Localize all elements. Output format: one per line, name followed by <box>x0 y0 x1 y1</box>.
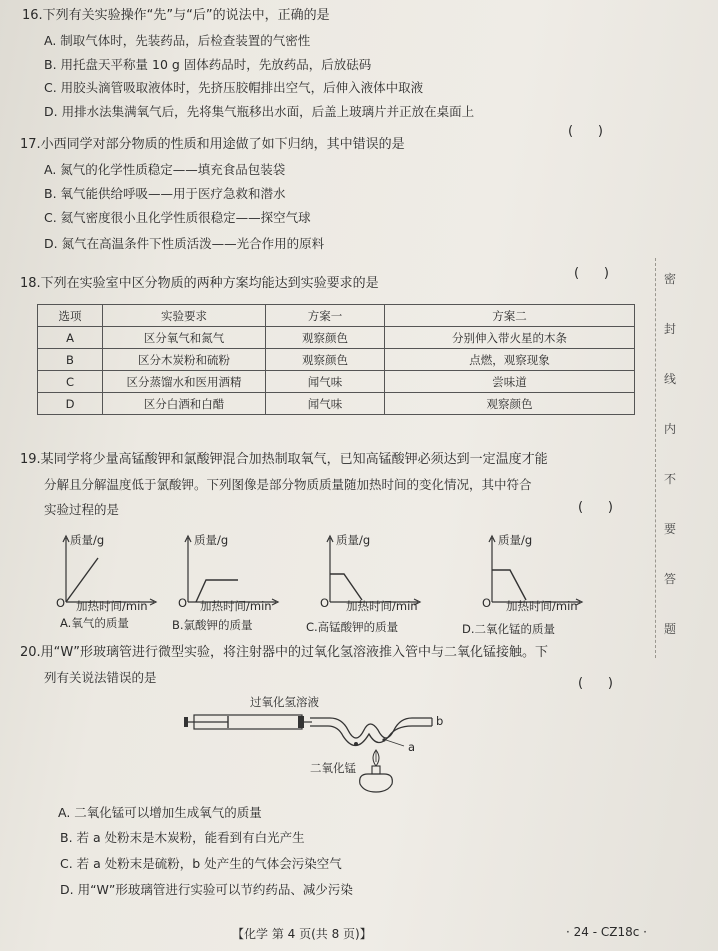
q16-option-b: B. 用托盘天平称量 10 g 固体药品时，先放药品，后放砝码 <box>44 57 372 72</box>
q16-option-a: A. 制取气体时，先装药品，后检查装置的气密性 <box>44 33 311 48</box>
table-cell: 区分白酒和白醋 <box>103 393 266 415</box>
page-footer-center: 【化学 第 4 页(共 8 页)】 <box>232 927 372 941</box>
strip-char: 封 <box>664 322 677 336</box>
page-footer-code: · 24 - CZ18c · <box>566 925 647 939</box>
table-header: 方案一 <box>266 305 385 327</box>
graph-b-origin: O <box>178 596 188 610</box>
table-cell: 闻气味 <box>266 393 385 415</box>
table-row <box>38 327 635 349</box>
q19-stem-line3: 实验过程的是 <box>44 502 120 517</box>
strip-char: 密 <box>664 272 677 286</box>
graph-b-ylabel: 质量/g <box>194 533 229 547</box>
table-row <box>38 349 635 371</box>
q19-answer-paren: ( ) <box>578 500 613 515</box>
binding-strip <box>655 258 684 658</box>
table-cell: D <box>38 393 103 415</box>
table-cell: 闻气味 <box>266 371 385 393</box>
strip-char: 不 <box>664 472 677 486</box>
q17-option-d: D. 氮气在高温条件下性质活泼——光合作用的原料 <box>44 236 325 251</box>
q17-answer-paren: ( ) <box>574 266 609 281</box>
table-row <box>38 371 635 393</box>
graph-c-xlabel: 加热时间/min <box>346 599 418 613</box>
q17-option-a: A. 氮气的化学性质稳定——填充食品包装袋 <box>44 162 286 177</box>
table-cell: 区分蒸馏水和医用酒精 <box>103 371 266 393</box>
strip-char: 答 <box>664 572 677 586</box>
graph-b-xlabel: 加热时间/min <box>200 599 272 613</box>
table-cell: 分别伸入带火星的木条 <box>385 327 635 349</box>
strip-char: 题 <box>664 622 677 636</box>
graph-a-xlabel: 加热时间/min <box>76 599 148 613</box>
q19-graph-b-caption: B.氯酸钾的质量 <box>172 618 253 632</box>
q16-answer-paren: ( ) <box>568 124 603 139</box>
q20-option-d: D. 用“W”形玻璃管进行实验可以节约药品、减少污染 <box>60 882 353 897</box>
table-cell: 点燃，观察现象 <box>385 349 635 371</box>
table-cell: A <box>38 327 103 349</box>
table-header: 选项 <box>38 305 103 327</box>
label-mno2: 二氧化锰 <box>310 761 356 775</box>
q19-graph-a-caption: A.氧气的质量 <box>60 616 129 630</box>
q19-graph-c-caption: C.高锰酸钾的质量 <box>306 620 399 634</box>
q16-option-d: D. 用排水法集满氧气后，先将集气瓶移出水面，后盖上玻璃片并正放在桌面上 <box>44 104 475 119</box>
q20-option-a: A. 二氧化锰可以增加生成氧气的质量 <box>58 805 262 820</box>
graph-d-origin: O <box>482 596 492 610</box>
q16-stem: 16.下列有关实验操作“先”与“后”的说法中，正确的是 <box>22 8 330 23</box>
q20-option-c: C. 若 a 处粉末是硫粉，b 处产生的气体会污染空气 <box>60 856 342 871</box>
table-cell: 区分氧气和氮气 <box>103 327 266 349</box>
table-cell: 观察颜色 <box>266 327 385 349</box>
label-a: a <box>408 740 416 754</box>
graph-d-xlabel: 加热时间/min <box>506 599 578 613</box>
table-cell: 区分木炭粉和硫粉 <box>103 349 266 371</box>
w-tube-apparatus <box>180 690 470 800</box>
table-row <box>38 393 635 415</box>
graph-a-origin: O <box>56 596 66 610</box>
table-cell: 观察颜色 <box>266 349 385 371</box>
table-header: 实验要求 <box>103 305 266 327</box>
q20-answer-paren: ( ) <box>578 676 613 691</box>
graph-c-origin: O <box>320 596 330 610</box>
table-cell: C <box>38 371 103 393</box>
q19-stem-line1: 19.某同学将少量高锰酸钾和氯酸钾混合加热制取氧气，已知高锰酸钾必须达到一定温度才能 <box>20 452 548 467</box>
table-header-row <box>38 305 635 327</box>
table-cell: 尝味道 <box>385 371 635 393</box>
graph-d-ylabel: 质量/g <box>498 533 533 547</box>
label-h2o2: 过氧化氢溶液 <box>250 695 319 709</box>
table-header: 方案二 <box>385 305 635 327</box>
q19-graph-d <box>476 530 616 620</box>
strip-char: 内 <box>664 422 677 436</box>
graph-c-ylabel: 质量/g <box>336 533 371 547</box>
q19-graph-c <box>314 530 454 620</box>
q20-stem-line1: 20.用“W”形玻璃管进行微型实验，将注射器中的过氧化氢溶液推入管中与二氧化锰接触。下 <box>20 645 548 660</box>
q17-option-c: C. 氦气密度很小且化学性质很稳定——探空气球 <box>44 210 311 225</box>
strip-char: 要 <box>664 522 677 536</box>
q16-option-c: C. 用胶头滴管吸取液体时，先挤压胶帽排出空气，后伸入液体中取液 <box>44 80 424 95</box>
table-cell: B <box>38 349 103 371</box>
q20-option-b: B. 若 a 处粉末是木炭粉，能看到有白光产生 <box>60 830 305 845</box>
q19-stem-line2: 分解且分解温度低于氯酸钾。下列图像是部分物质质量随加热时间的变化情况，其中符合 <box>44 477 532 492</box>
table-cell: 观察颜色 <box>385 393 635 415</box>
q18-table <box>37 304 635 415</box>
q17-stem: 17.小西同学对部分物质的性质和用途做了如下归纳，其中错误的是 <box>20 137 405 152</box>
graph-a-ylabel: 质量/g <box>70 533 105 547</box>
q20-stem-line2: 列有关说法错误的是 <box>44 670 157 685</box>
q17-option-b: B. 氧气能供给呼吸——用于医疗急救和潜水 <box>44 186 286 201</box>
q19-graph-d-caption: D.二氧化锰的质量 <box>462 622 556 636</box>
q19-graph-b <box>172 530 312 620</box>
strip-char: 线 <box>664 372 677 386</box>
q18-stem: 18.下列在实验室中区分物质的两种方案均能达到实验要求的是 <box>20 276 379 291</box>
q19-graph-a <box>50 530 190 620</box>
label-b: b <box>436 714 444 728</box>
